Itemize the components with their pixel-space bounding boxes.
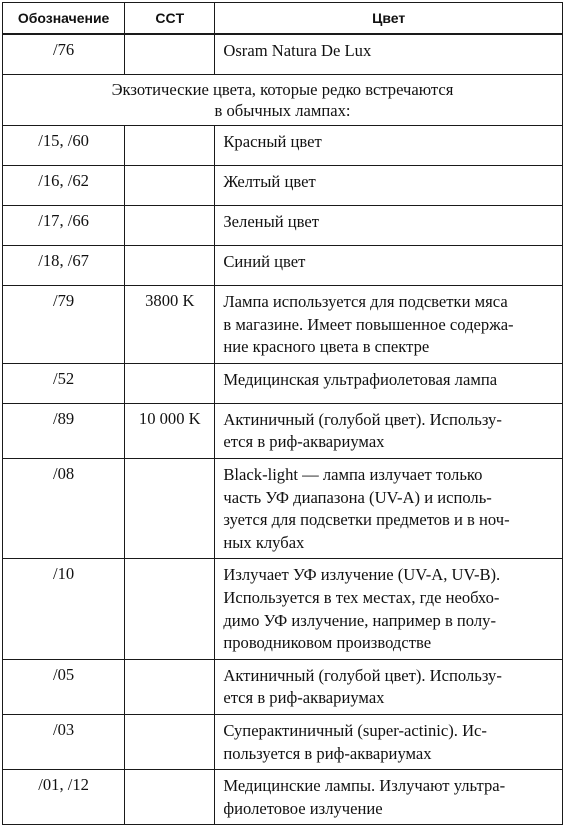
cct-cell bbox=[125, 34, 215, 75]
designation-cell: /01, /12 bbox=[3, 770, 125, 825]
table-row bbox=[3, 126, 563, 166]
description-line: Медицинская ультрафиолетовая лампа bbox=[223, 369, 498, 389]
table-row bbox=[3, 34, 563, 75]
cct-cell bbox=[125, 126, 215, 166]
designation-cell: /05 bbox=[3, 659, 125, 714]
color-description-cell bbox=[215, 403, 563, 458]
designation-cell: /08 bbox=[3, 458, 125, 558]
section-note bbox=[3, 75, 563, 126]
designation-cell: /52 bbox=[3, 363, 125, 403]
table-row bbox=[3, 363, 563, 403]
header-row bbox=[3, 3, 563, 35]
description-line: Зеленый цвет bbox=[223, 212, 319, 231]
description-line: часть УФ диапазона (UV-A) и исполь- bbox=[223, 487, 492, 507]
section-note-line: Экзотические цвета, которые редко встречаются bbox=[111, 80, 454, 99]
section-note-line: в обычных лампах: bbox=[214, 101, 351, 120]
table-row bbox=[3, 403, 563, 458]
header-designation: Обозначение bbox=[3, 3, 125, 35]
cct-cell bbox=[125, 714, 215, 769]
designation-cell: /89 bbox=[3, 403, 125, 458]
description-line: ется в риф-аквариумах bbox=[223, 688, 385, 708]
color-description-cell bbox=[215, 286, 563, 364]
description-line: Медицинские лампы. Излучают ультра- bbox=[223, 776, 506, 796]
description-line: Osram Natura De Lux bbox=[223, 41, 372, 60]
color-description-cell bbox=[215, 126, 563, 166]
cct-cell: 10 000 K bbox=[125, 403, 215, 458]
table-row bbox=[3, 246, 563, 286]
description-line: Актиничный (голубой цвет). Использу- bbox=[223, 665, 502, 685]
designation-cell: /03 bbox=[3, 714, 125, 769]
color-description-cell bbox=[215, 206, 563, 246]
section-note-row bbox=[3, 75, 563, 126]
color-description-cell bbox=[215, 166, 563, 206]
lamp-designation-table bbox=[2, 2, 563, 825]
table-row bbox=[3, 559, 563, 659]
description-line: димо УФ излучение, например в полу- bbox=[223, 610, 496, 630]
description-line: Синий цвет bbox=[223, 252, 306, 271]
description-line: Актиничный (голубой цвет). Использу- bbox=[223, 409, 502, 429]
color-description-cell bbox=[215, 659, 563, 714]
description-line: ние красного цвета в спектре bbox=[223, 337, 430, 357]
cct-cell bbox=[125, 770, 215, 825]
description-line: Суперактиничный (super-actinic). Ис- bbox=[223, 720, 487, 740]
color-description-cell bbox=[215, 714, 563, 769]
description-line: Используется в тех местах, где необхо- bbox=[223, 587, 500, 607]
color-description-cell bbox=[215, 246, 563, 286]
table-row bbox=[3, 714, 563, 769]
color-description-cell bbox=[215, 559, 563, 659]
cct-cell bbox=[125, 166, 215, 206]
description-line: Желтый цвет bbox=[223, 172, 316, 191]
table-row bbox=[3, 166, 563, 206]
designation-cell: /16, /62 bbox=[3, 166, 125, 206]
color-description-cell bbox=[215, 770, 563, 825]
description-line: в магазине. Имеет повышенное содержа- bbox=[223, 314, 514, 334]
table-row bbox=[3, 659, 563, 714]
cct-cell bbox=[125, 659, 215, 714]
designation-cell: /10 bbox=[3, 559, 125, 659]
description-line: Излучает УФ излучение (UV-A, UV-B). bbox=[223, 565, 501, 585]
table-row bbox=[3, 286, 563, 364]
color-description-cell bbox=[215, 458, 563, 558]
designation-cell: /79 bbox=[3, 286, 125, 364]
description-line: проводниковом производстве bbox=[223, 633, 432, 653]
designation-cell: /76 bbox=[3, 34, 125, 75]
cct-cell bbox=[125, 206, 215, 246]
designation-cell: /15, /60 bbox=[3, 126, 125, 166]
table-row bbox=[3, 770, 563, 825]
description-line: пользуется в риф-аквариумах bbox=[223, 743, 432, 763]
color-description-cell bbox=[215, 34, 563, 75]
header-cct: CCT bbox=[125, 3, 215, 35]
table-body bbox=[3, 34, 563, 825]
cct-cell: 3800 K bbox=[125, 286, 215, 364]
designation-cell: /18, /67 bbox=[3, 246, 125, 286]
designation-cell: /17, /66 bbox=[3, 206, 125, 246]
cct-cell bbox=[125, 559, 215, 659]
cct-cell bbox=[125, 363, 215, 403]
cct-cell bbox=[125, 458, 215, 558]
description-line: Black-light — лампа излучает только bbox=[223, 464, 483, 484]
description-line: Красный цвет bbox=[223, 132, 322, 151]
table-row bbox=[3, 458, 563, 558]
header-color: Цвет bbox=[215, 3, 563, 35]
color-description-cell bbox=[215, 363, 563, 403]
description-line: Лампа используется для подсветки мяса bbox=[223, 292, 508, 311]
table-row bbox=[3, 206, 563, 246]
description-line: зуется для подсветки предметов и в ноч- bbox=[223, 510, 510, 530]
cct-cell bbox=[125, 246, 215, 286]
description-line: ется в риф-аквариумах bbox=[223, 432, 385, 452]
description-line: фиолетовое излучение bbox=[223, 798, 383, 818]
description-line: ных клубах bbox=[223, 532, 305, 552]
